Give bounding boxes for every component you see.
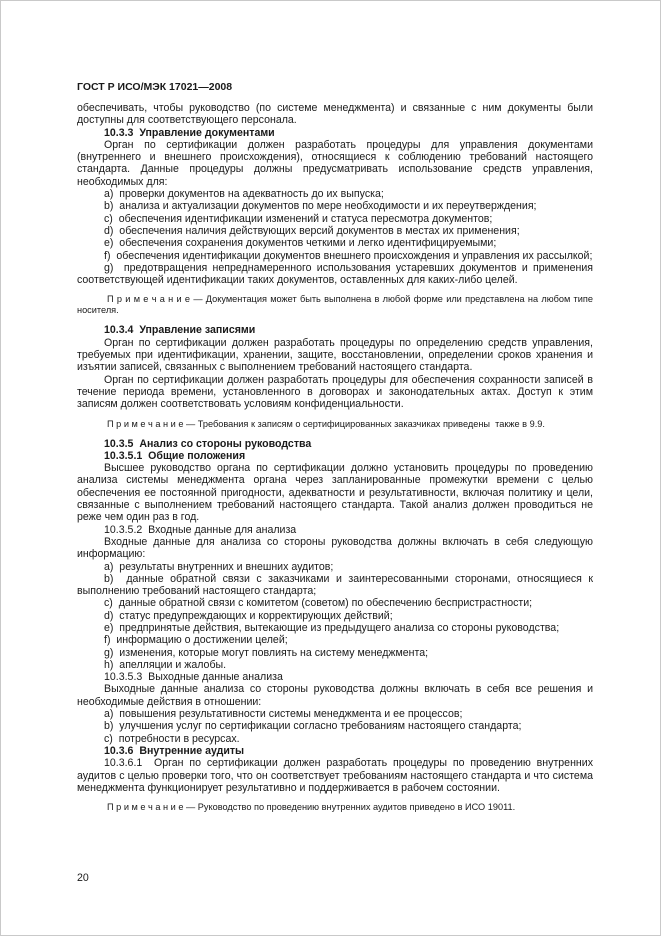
list-item: b) анализа и актуализации документов по мере необходимости и их переутверждения;: [104, 200, 537, 213]
note: П р и м е ч а н и е — Документация может быть выполнена в любой форме или представлена на любом типе носителя.: [77, 294, 596, 316]
list-item: b) данные обратной связи с заказчиками и заинтересованными сторонами, относящиеся к выполнению требований настоящего стандарта;: [77, 572, 596, 598]
list-item: e) предпринятые действия, вытекающие из предыдущего анализа со стороны руководства;: [104, 621, 560, 634]
section-heading: 10.3.6 Внутренние аудиты: [104, 744, 245, 757]
paragraph: 10.3.6.1 Орган по сертификации должен разработать процедуры по проведению внутренних аудитов с целью проверки того, что он соответствует требованиям настоящего стандарта и что система менеджмента функционирует результативно и поддерживается в рабочем состоянии.: [77, 757, 596, 794]
list-item: f) информацию о достижении целей;: [104, 634, 288, 647]
section-heading: 10.3.4 Управление записями: [104, 324, 256, 337]
list-item: f) обеспечения идентификации документов внешнего происхождения и управления их рассылкой;: [104, 249, 593, 262]
paragraph-continuation: обеспечивать, чтобы руководство (по системе менеджмента) и связанные с ним документы были доступны для соответствующего персонала.: [77, 102, 596, 127]
paragraph: Входные данные для анализа со стороны руководства должны включать в себя следующую информацию:: [77, 535, 596, 561]
subsection-heading: 10.3.5.3 Выходные данные анализа: [104, 671, 283, 684]
section-heading: 10.3.5.1 Общие положения: [104, 449, 246, 462]
list-item: d) обеспечения наличия действующих версий документов в местах их применения;: [104, 224, 520, 237]
list-item: b) улучшения услуг по сертификации согласно требованиям настоящего стандарта;: [104, 720, 522, 733]
list-item: g) изменения, которые могут повлиять на систему менеджмента;: [104, 646, 429, 659]
list-item: h) апелляции и жалобы.: [104, 658, 227, 671]
section-heading: 10.3.5 Анализ со стороны руководства: [104, 437, 312, 450]
note: П р и м е ч а н и е — Руководство по проведению внутренних аудитов приведено в ИСО 19011.: [107, 802, 516, 813]
list-item: d) статус предупреждающих и корректирующих действий;: [104, 609, 393, 622]
paragraph: Выходные данные анализа со стороны руководства должны включать в себя все решения и необходимые действия в отношении:: [77, 683, 596, 708]
note: П р и м е ч а н и е — Требования к записям о сертифицированных заказчиках приведены также в 9.9.: [107, 418, 545, 429]
list-item: c) обеспечения идентификации изменений и статуса пересмотра документов;: [104, 212, 493, 225]
list-item: c) данные обратной связи с комитетом (советом) по обеспечению беспристрастности;: [104, 597, 533, 610]
paragraph: Орган по сертификации должен разработать процедуры по определению средств управления, требуемых при идентификации, хранении, защите, восстановлении, определении сроков хранения и изъятии записей, связанных с выполнением требований настоящего стандарта.: [77, 336, 596, 374]
page-content: [77, 81, 596, 821]
list-item: a) результаты внутренних и внешних аудитов;: [104, 560, 334, 573]
list-item: c) потребности в ресурсах.: [104, 732, 240, 745]
list-item: a) проверки документов на адекватность до их выпуска;: [104, 188, 384, 201]
paragraph: Орган по сертификации должен разработать процедуры для обеспечения сохранности записей в течение периода времени, установленного в договорах и законодательных актах. Доступ к этим записям должен соответствовать условиям конфиденциальности.: [77, 373, 596, 411]
list-item: g) предотвращения непреднамеренного использования устаревших документов и применения соответствующей идентификации таких документов, оставленных для каких-либо целей.: [77, 261, 596, 287]
list-item: a) повышения результативности системы менеджмента и ее процессов;: [104, 708, 463, 721]
subsection-heading: 10.3.5.2 Входные данные для анализа: [104, 523, 297, 536]
paragraph: Орган по сертификации должен разработать процедуры для управления документами (внутреннего и внешнего происхождения), относящиеся к соблюдению требований настоящего стандарта. Данные процедуры должны предусматривать использование средств управления, необходимых для:: [77, 138, 596, 188]
section-heading: 10.3.3 Управление документами: [104, 126, 275, 139]
document-header: ГОСТ Р ИСО/МЭК 17021—2008: [77, 81, 233, 93]
paragraph: Высшее руководство органа по сертификации должно установить процедуры по проведению анализа системы менеджмента органа через запланированные промежутки времени с целью обеспечения ее постоянной пригодности, адекватности и результативности, включая политику и цели, связанные с выполнением требований настоящего стандарта. Такой анализ должен проводиться не реже чем один раз в год.: [77, 462, 596, 524]
list-item: e) обеспечения сохранения документов четкими и легко идентифицируемыми;: [104, 237, 497, 250]
page-number: 20: [77, 872, 89, 884]
document-body: [77, 102, 596, 813]
